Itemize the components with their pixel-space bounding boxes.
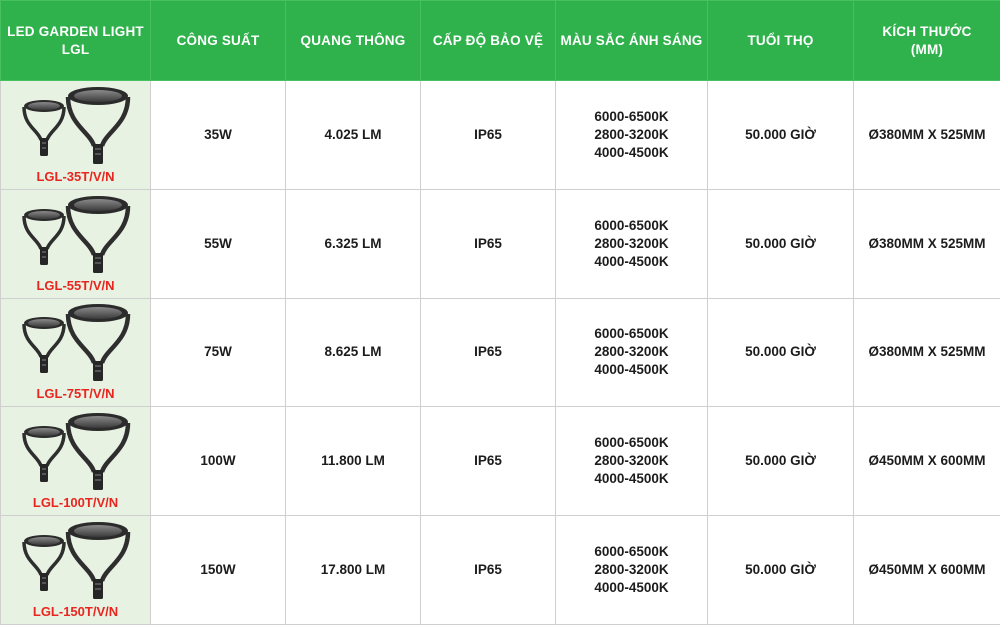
light-color-cell bbox=[556, 189, 708, 298]
protection-cell: IP65 bbox=[421, 81, 556, 190]
table-row bbox=[1, 407, 1000, 516]
header-light-color-label: MÀU SẮC ÁNH SÁNG bbox=[560, 32, 703, 48]
lifetime-cell: 50.000 GIỜ bbox=[708, 516, 854, 625]
protection-cell: IP65 bbox=[421, 516, 556, 625]
garden-lamp-pair-icon bbox=[16, 84, 136, 166]
table-row bbox=[1, 81, 1000, 190]
protection-cell: IP65 bbox=[421, 298, 556, 407]
model-code: LGL-55T/V/N bbox=[36, 277, 115, 293]
header-product-line2: LGL bbox=[61, 41, 90, 57]
table-row bbox=[1, 298, 1000, 407]
lumen-cell: 4.025 LM bbox=[286, 81, 421, 190]
power-cell: 150W bbox=[151, 516, 286, 625]
lifetime-cell: 50.000 GIỜ bbox=[708, 189, 854, 298]
table-row bbox=[1, 516, 1000, 625]
header-protection-label: CẤP ĐỘ BẢO VỆ bbox=[432, 32, 544, 48]
lumen-cell: 8.625 LM bbox=[286, 298, 421, 407]
size-cell: Ø450MM X 600MM bbox=[854, 407, 1000, 516]
model-code: LGL-100T/V/N bbox=[32, 495, 119, 511]
color-temp-2: 2800-3200K bbox=[594, 126, 669, 142]
color-temp-1: 6000-6500K bbox=[594, 326, 669, 342]
power-cell: 55W bbox=[151, 189, 286, 298]
product-cell bbox=[1, 81, 151, 190]
table-row bbox=[1, 189, 1000, 298]
header-size-line1: KÍCH THƯỚC bbox=[882, 23, 972, 39]
color-temp-1: 6000-6500K bbox=[594, 544, 669, 560]
lifetime-cell: 50.000 GIỜ bbox=[708, 298, 854, 407]
power-cell: 100W bbox=[151, 407, 286, 516]
color-temp-2: 2800-3200K bbox=[594, 235, 669, 251]
model-code: LGL-75T/V/N bbox=[36, 386, 115, 402]
header-power bbox=[151, 1, 286, 81]
color-temp-1: 6000-6500K bbox=[594, 108, 669, 124]
product-cell bbox=[1, 189, 151, 298]
color-temp-2: 2800-3200K bbox=[594, 453, 669, 469]
color-temp-2: 2800-3200K bbox=[594, 344, 669, 360]
protection-cell: IP65 bbox=[421, 189, 556, 298]
garden-lamp-pair-icon bbox=[16, 301, 136, 383]
product-cell bbox=[1, 298, 151, 407]
size-cell: Ø380MM X 525MM bbox=[854, 81, 1000, 190]
header-row bbox=[1, 1, 1000, 81]
light-color-cell bbox=[556, 516, 708, 625]
lifetime-cell: 50.000 GIỜ bbox=[708, 81, 854, 190]
garden-lamp-pair-icon bbox=[16, 410, 136, 492]
model-code: LGL-150T/V/N bbox=[32, 604, 119, 620]
light-color-cell bbox=[556, 298, 708, 407]
lifetime-cell: 50.000 GIỜ bbox=[708, 407, 854, 516]
light-color-cell bbox=[556, 81, 708, 190]
header-product-line1: LED GARDEN LIGHT bbox=[7, 23, 144, 39]
header-product bbox=[1, 1, 151, 81]
header-size bbox=[854, 1, 1000, 81]
product-cell bbox=[1, 407, 151, 516]
header-lumen-label: QUANG THÔNG bbox=[300, 32, 406, 48]
lumen-cell: 6.325 LM bbox=[286, 189, 421, 298]
color-temp-1: 6000-6500K bbox=[594, 435, 669, 451]
header-size-line2: (MM) bbox=[910, 41, 944, 57]
color-temp-3: 4000-4500K bbox=[594, 144, 669, 160]
garden-lamp-pair-icon bbox=[16, 519, 136, 601]
garden-lamp-pair-icon bbox=[16, 193, 136, 275]
header-protection bbox=[421, 1, 556, 81]
size-cell: Ø380MM X 525MM bbox=[854, 298, 1000, 407]
lumen-cell: 11.800 LM bbox=[286, 407, 421, 516]
header-lifetime-label: TUỔI THỌ bbox=[747, 32, 814, 48]
color-temp-3: 4000-4500K bbox=[594, 362, 669, 378]
model-code: LGL-35T/V/N bbox=[36, 168, 115, 184]
power-cell: 35W bbox=[151, 81, 286, 190]
header-lifetime bbox=[708, 1, 854, 81]
size-cell: Ø380MM X 525MM bbox=[854, 189, 1000, 298]
color-temp-3: 4000-4500K bbox=[594, 471, 669, 487]
color-temp-3: 4000-4500K bbox=[594, 580, 669, 596]
header-power-label: CÔNG SUẤT bbox=[176, 32, 260, 48]
product-cell bbox=[1, 516, 151, 625]
power-cell: 75W bbox=[151, 298, 286, 407]
color-temp-2: 2800-3200K bbox=[594, 562, 669, 578]
header-light-color bbox=[556, 1, 708, 81]
light-color-cell bbox=[556, 407, 708, 516]
header-lumen bbox=[286, 1, 421, 81]
protection-cell: IP65 bbox=[421, 407, 556, 516]
lumen-cell: 17.800 LM bbox=[286, 516, 421, 625]
size-cell: Ø450MM X 600MM bbox=[854, 516, 1000, 625]
color-temp-1: 6000-6500K bbox=[594, 217, 669, 233]
color-temp-3: 4000-4500K bbox=[594, 253, 669, 269]
